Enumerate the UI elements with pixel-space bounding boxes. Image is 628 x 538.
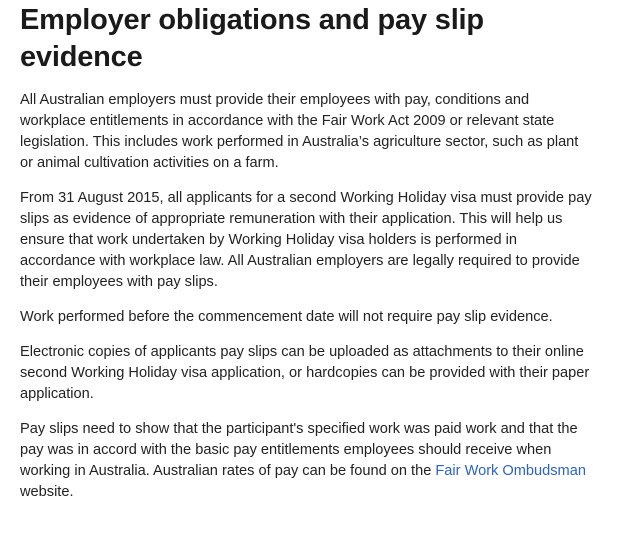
paragraph-commencement-date: Work performed before the commencement date will not require pay slip evidence. [20, 309, 553, 325]
paragraph-employer-obligations: All Australian employers must provide their employees with pay, conditions and workplace entitlements in accordance with the Fair Work Act 2009 or relevant state legislation. This includes work performed in Australia’s agriculture sector, such as plant or animal cultivation activities on a farm. [20, 92, 579, 171]
fair-work-ombudsman-link[interactable]: Fair Work Ombudsman [435, 463, 586, 479]
paragraph-pay-slip-content [20, 419, 595, 503]
paragraph-electronic-copies: Electronic copies of applicants pay slips can be uploaded as attachments to their online second Working Holiday visa application, or hardcopies can be provided with their paper application. [20, 344, 590, 402]
article [20, 2, 595, 517]
paragraph-pay-slip-requirement: From 31 August 2015, all applicants for a second Working Holiday visa must provide pay slips as evidence of appropriate remuneration with their application. This will help us ensure that work undertaken by Working Holiday visa holders is performed in accordance with workplace law. All Australian employers are legally required to provide their employees with pay slips. [20, 190, 592, 290]
paragraph-text-before-link: Pay slips need to show that the participant's specified work was paid work and that the pay was in accord with the basic pay entitlements employees should receive when working in Australia. Australian rates of pay can be found on the [20, 421, 578, 479]
page-title: Employer obligations and pay slip evidence [20, 4, 484, 73]
paragraph-text-after-link: website. [20, 484, 74, 500]
